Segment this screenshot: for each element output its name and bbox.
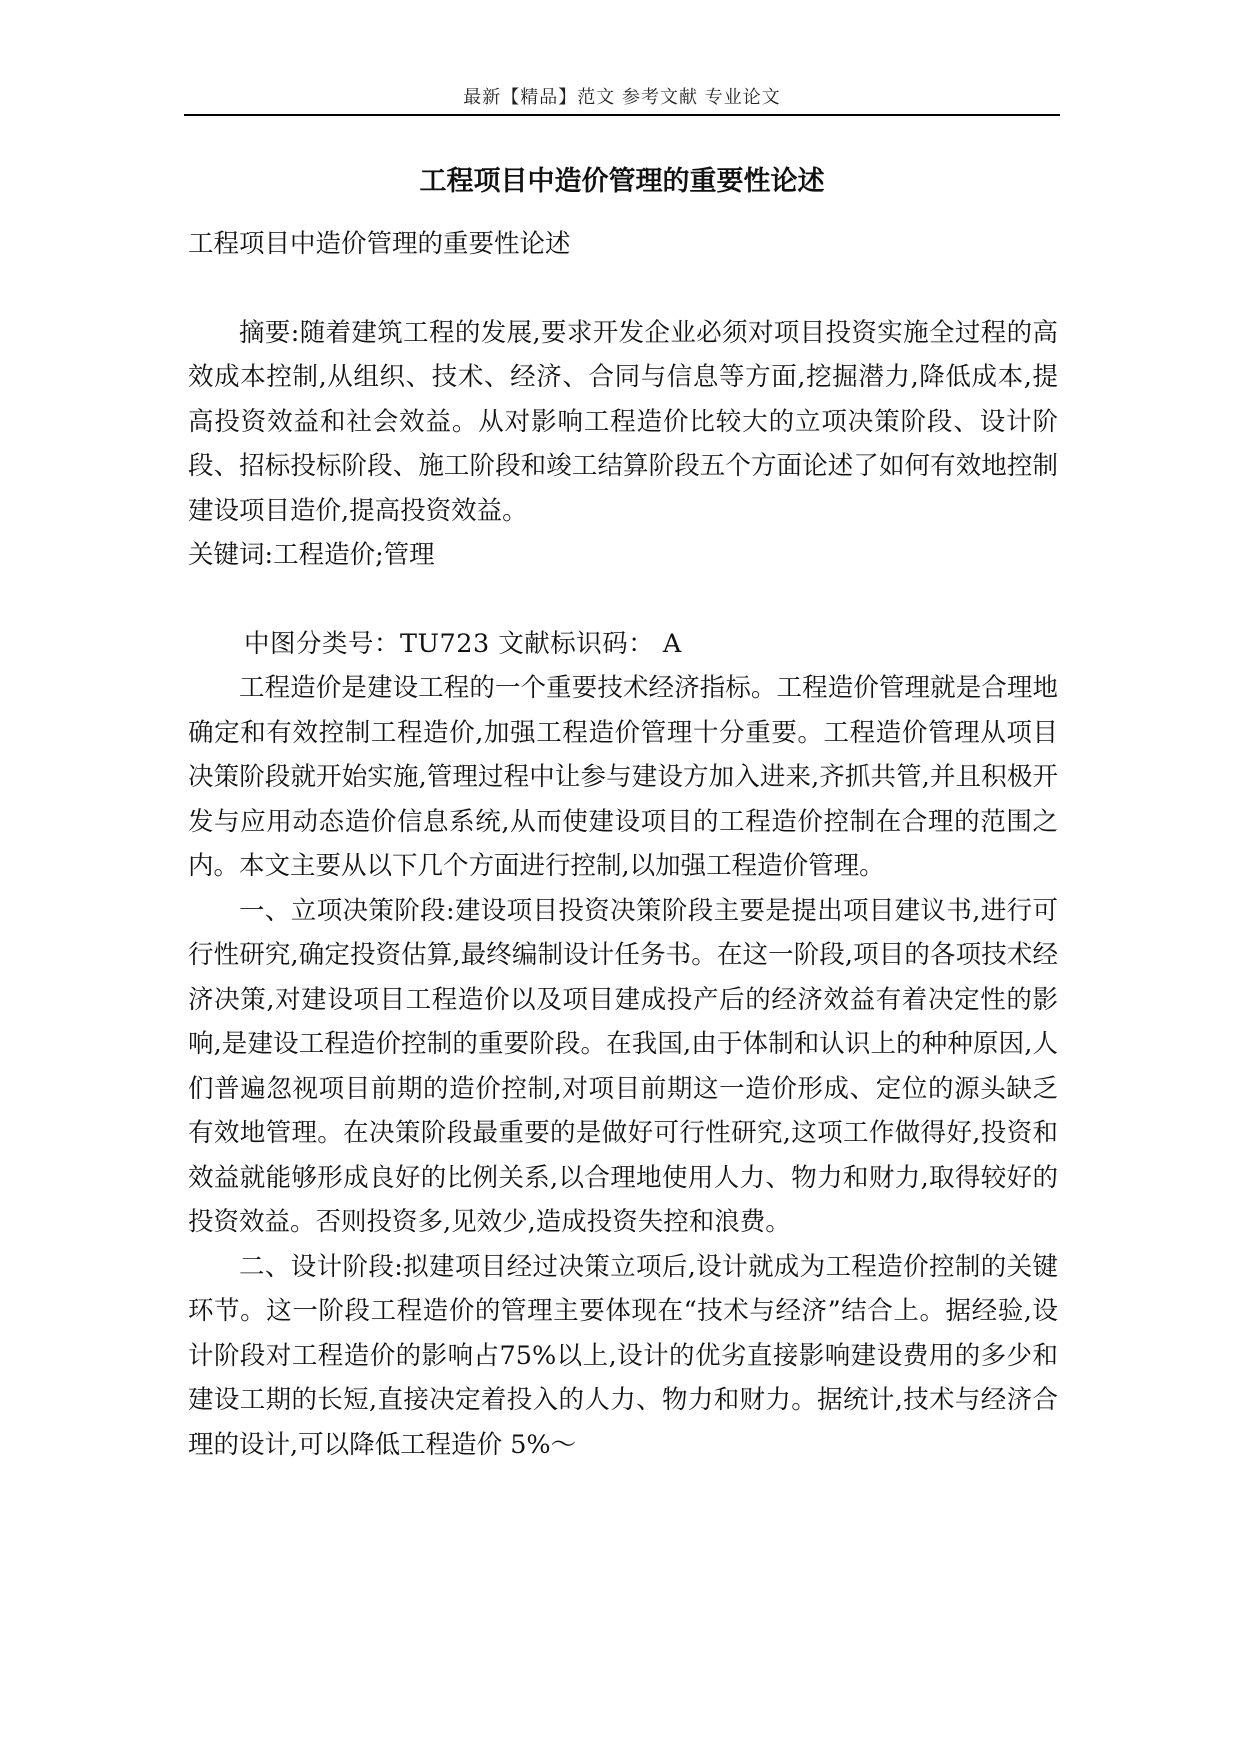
document-title: 工程项目中造价管理的重要性论述: [419, 166, 825, 197]
abstract-paragraph: 摘要:随着建筑工程的发展,要求开发企业必须对项目投资实施全过程的高效成本控制,从组织、技术、经济、合同与信息等方面,挖掘潜力,降低成本,提高投资效益和社会效益。从对影响工程造价比较大的立项决策阶段、设计阶段、招标投标阶段、施工阶段和竣工结算阶段五个方面论述了如何有效地控制建设项目造价,提高投资效益。: [188, 317, 1058, 526]
page-header: 最新【精品】范文 参考文献 专业论文: [463, 87, 781, 108]
body-paragraph-design-stage: 二、设计阶段:拟建项目经过决策立项后,设计就成为工程造价控制的关键环节。这一阶段工程造价的管理主要体现在“技术与经济”结合上。据经验,设计阶段对工程造价的影响占75%以上,设计的优劣直接影响建设费用的多少和建设工期的长短,直接决定着投入的人力、物力和财力。据统计,技术与经济合理的设计,可以降低工程造价 5%～: [188, 1251, 1058, 1460]
document-body: [188, 222, 1058, 1467]
classification-line: 中图分类号：TU723 文献标识码： A: [244, 628, 682, 659]
body-paragraph-decision-stage: 一、立项决策阶段:建设项目投资决策阶段主要是提出项目建议书,进行可行性研究,确定投资估算,最终编制设计任务书。在这一阶段,项目的各项技术经济决策,对建设项目工程造价以及项目建成投产后的经济效益有着决定性的影响,是建设工程造价控制的重要阶段。在我国,由于体制和认识上的种种原因,人们普遍忽视项目前期的造价控制,对项目前期这一造价形成、定位的源头缺乏有效地管理。在决策阶段最重要的是做好可行性研究,这项工作做得好,投资和效益就能够形成良好的比例关系,以合理地使用人力、物力和财力,取得较好的投资效益。否则投资多,见效少,造成投资失控和浪费。: [188, 895, 1058, 1237]
header-divider: [184, 114, 1060, 116]
body-paragraph-intro: 工程造价是建设工程的一个重要技术经济指标。工程造价管理就是合理地确定和有效控制工程造价,加强工程造价管理十分重要。工程造价管理从项目决策阶段就开始实施,管理过程中让参与建设方加入进来,齐抓共管,并且积极开发与应用动态造价信息系统,从而使建设项目的工程造价控制在合理的范围之内。本文主要从以下几个方面进行控制,以加强工程造价管理。: [188, 673, 1058, 881]
document-subtitle: 工程项目中造价管理的重要性论述: [188, 229, 571, 259]
keywords-line: 关键词:工程造价;管理: [188, 540, 435, 570]
